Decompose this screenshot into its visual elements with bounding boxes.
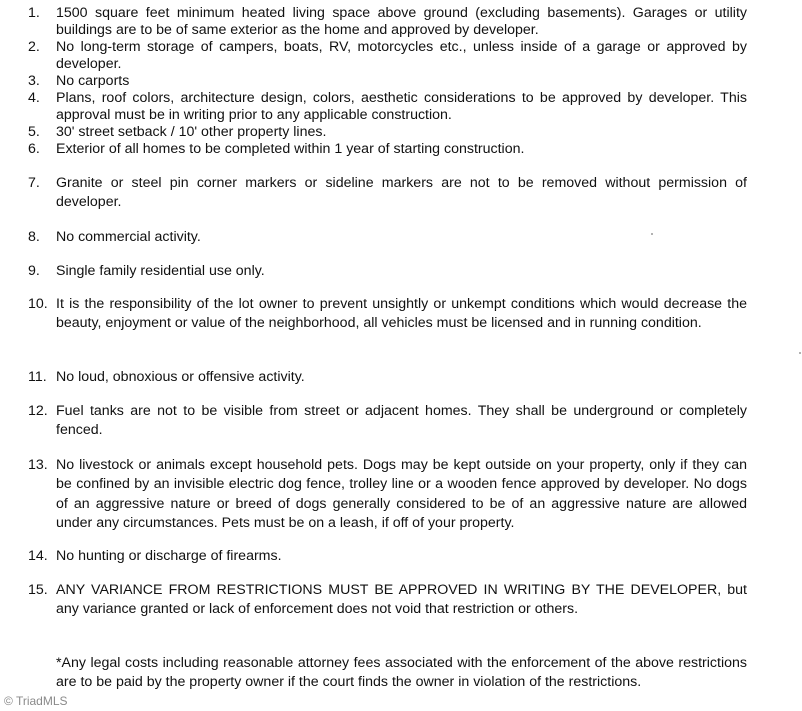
restriction-number: 6. — [28, 141, 40, 157]
restriction-text: Granite or steel pin corner markers or sideline markers are not to be removed without permission of developer. — [56, 175, 747, 211]
restriction-number: 3. — [28, 73, 40, 89]
restriction-number: 5. — [28, 124, 40, 140]
restriction-number: 4. — [28, 90, 40, 106]
restriction-number: 13. — [28, 457, 48, 473]
restriction-text: No livestock or animals except household pets. Dogs may be kept outside on your property, only if they can be confined by an invisible electric dog fence, trolley line or a wooden fence approved by developer. No dogs of an aggressive nature or breed of dogs generally considered to be of an aggressive nature are allowed under any circumstances. Pets must be on a leash, if off of your property. — [56, 457, 747, 532]
restriction-text: No long-term storage of campers, boats, RV, motorcycles etc., unless inside of a garage or approved by developer. — [56, 39, 747, 72]
restriction-number: 2. — [28, 39, 40, 55]
restriction-number: 8. — [28, 229, 40, 245]
restriction-text: Plans, roof colors, architecture design, colors, aesthetic considerations to be approved by developer. This approval must be in writing prior to any applicable construction. — [56, 90, 747, 123]
restriction-number: 15. — [28, 582, 48, 598]
restriction-text: No hunting or discharge of firearms. — [56, 548, 282, 564]
restriction-number: 11. — [28, 369, 47, 385]
restriction-text: No carports — [56, 73, 130, 89]
scan-speck — [651, 233, 653, 235]
restriction-number: 10. — [28, 296, 48, 312]
legal-costs-footnote: *Any legal costs including reasonable attorney fees associated with the enforcement of the above restrictions are to be paid by the property owner if the court finds the owner in violation of the restrictions. — [56, 655, 747, 691]
scan-speck — [799, 352, 801, 354]
restriction-text: 30' street setback / 10' other property lines. — [56, 124, 327, 140]
restriction-text: Fuel tanks are not to be visible from street or adjacent homes. They shall be underground or completely fenced. — [56, 403, 747, 439]
restriction-text: No commercial activity. — [56, 229, 201, 245]
restriction-number: 7. — [28, 175, 40, 191]
restriction-text: Exterior of all homes to be completed within 1 year of starting construction. — [56, 141, 525, 157]
restriction-text: 1500 square feet minimum heated living space above ground (excluding basements). Garages or utility buildings are to be of same exterior as the home and approved by developer. — [56, 5, 747, 38]
triadmls-watermark: © TriadMLS — [4, 694, 68, 708]
restriction-text: It is the responsibility of the lot owner to prevent unsightly or unkempt conditions which would decrease the beauty, enjoyment or value of the neighborhood, all vehicles must be licensed and in running condition. — [56, 296, 747, 332]
restriction-number: 9. — [28, 263, 40, 279]
restriction-number: 1. — [28, 5, 40, 21]
restriction-text: Single family residential use only. — [56, 263, 265, 279]
restriction-text: No loud, obnoxious or offensive activity. — [56, 369, 305, 385]
restriction-number: 12. — [28, 403, 48, 419]
restriction-number: 14. — [28, 548, 48, 564]
restriction-text: ANY VARIANCE FROM RESTRICTIONS MUST BE APPROVED IN WRITING BY THE DEVELOPER, but any variance granted or lack of enforcement does not void that restriction or others. — [56, 582, 747, 618]
